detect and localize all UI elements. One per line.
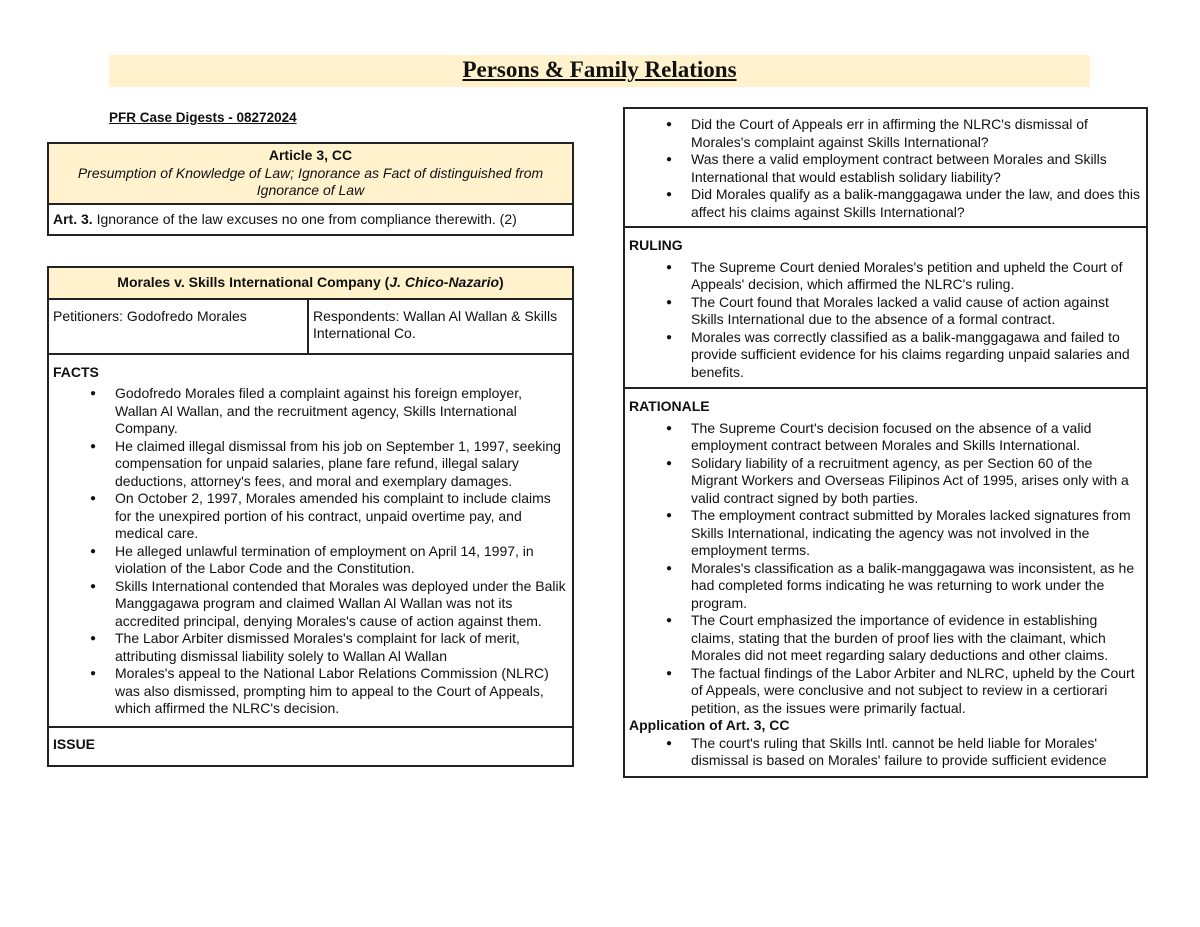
respondents: Respondents: Wallan Al Wallan & Skills International Co. xyxy=(308,299,573,354)
case-header xyxy=(48,267,573,299)
article-topic: Presumption of Knowledge of Law; Ignorance as Fact of distinguished from Ignorance of Law xyxy=(77,164,544,198)
ruling-list xyxy=(629,259,1142,382)
facts-item: ● The Labor Arbiter dismissed Morales's complaint for lack of merit, attributing dismissal liability solely to Wallan Al Wallan xyxy=(115,630,568,665)
facts-label: FACTS xyxy=(53,363,99,380)
subtitle: PFR Case Digests - 08272024 xyxy=(109,110,297,125)
application-list xyxy=(629,735,1142,770)
case-table-right xyxy=(623,107,1148,778)
ruling-item: ● The Court found that Morales lacked a valid cause of action against Skills International due to the absence of a formal contract. xyxy=(691,294,1142,329)
facts-item: ● On October 2, 1997, Morales amended his complaint to include claims for the unexpired portion of his contract, unpaid overtime pay, and medical care. xyxy=(115,490,568,543)
issues-item: ● Was there a valid employment contract between Morales and Skills International that would establish solidary liability? xyxy=(691,151,1142,186)
facts-item: ● Morales's appeal to the National Labor Relations Commission (NLRC) was also dismissed, prompting him to appeal to the Court of Appeals, which affirmed the NLRC's decision. xyxy=(115,665,568,718)
facts-list xyxy=(53,385,568,718)
issues-list xyxy=(629,116,1142,221)
rationale-item: ● The factual findings of the Labor Arbiter and NLRC, upheld by the Court of Appeals, were conclusive and not subject to review in a certiorari petition, as the issues were primarily factual. xyxy=(691,665,1142,718)
case-justice: J. Chico-Nazario xyxy=(389,274,500,290)
rationale-item: ● Morales's classification as a balik-manggagawa was inconsistent, as he had completed forms indicating he was returning to work under the program. xyxy=(691,560,1142,613)
application-item: ● The court's ruling that Skills Intl. cannot be held liable for Morales' dismissal is based on Morales' failure to provide sufficient evidence xyxy=(691,735,1142,770)
facts-item: ● Skills International contended that Morales was deployed under the Balik Manggagawa program and claimed Wallan Al Wallan was not its accredited principal, denying Morales's cause of action against them. xyxy=(115,578,568,631)
rationale-item: ● The Court emphasized the importance of evidence in establishing claims, stating that the burden of proof lies with the claimant, which Morales did not meet regarding salary deductions and other claims. xyxy=(691,612,1142,665)
petitioners: Petitioners: Godofredo Morales xyxy=(48,299,308,354)
issues-item: ● Did Morales qualify as a balik-manggagawa under the law, and does this affect his claims against Skills International? xyxy=(691,186,1142,221)
rationale-item: ● The Supreme Court's decision focused on the absence of a valid employment contract between Morales and Skills International. xyxy=(691,420,1142,455)
article-table xyxy=(47,142,574,236)
rationale-label: RATIONALE xyxy=(629,398,710,414)
article-text: Ignorance of the law excuses no one from compliance therewith. (2) xyxy=(96,210,517,227)
facts-item: ● Godofredo Morales filed a complaint against his foreign employer, Wallan Al Wallan, and the recruitment agency, Skills International Company. xyxy=(115,385,568,438)
article-heading: Article 3, CC xyxy=(268,147,353,163)
issues-item: ● Did the Court of Appeals err in affirming the NLRC's dismissal of Morales's complaint against Skills International? xyxy=(691,116,1142,151)
document-title: Persons & Family Relations xyxy=(462,57,737,82)
application-label: Application of Art. 3, CC xyxy=(629,717,790,733)
ruling-item: ● Morales was correctly classified as a balik-manggagawa and failed to provide sufficient evidence for his claims regarding unpaid salaries and benefits. xyxy=(691,329,1142,382)
case-title: Morales v. Skills International Company ( xyxy=(117,274,390,290)
rationale-item: ● Solidary liability of a recruitment agency, as per Section 60 of the Migrant Workers and Overseas Filipinos Act of 1995, arises only with a valid contract signed by both parties. xyxy=(691,455,1142,508)
rationale-item: ● The employment contract submitted by Morales lacked signatures from Skills International, indicating the agency was not involved in the employment terms. xyxy=(691,507,1142,560)
issue-label: ISSUE xyxy=(53,735,96,752)
case-title-close: ) xyxy=(499,274,504,290)
case-table-left xyxy=(47,266,574,767)
rationale-list xyxy=(629,420,1142,718)
ruling-item: ● The Supreme Court denied Morales's petition and upheld the Court of Appeals' decision, which affirmed the NLRC's ruling. xyxy=(691,259,1142,294)
article-label: Art. 3. xyxy=(53,210,93,227)
facts-item: ● He alleged unlawful termination of employment on April 14, 1997, in violation of the Labor Code and the Constitution. xyxy=(115,543,568,578)
ruling-label: RULING xyxy=(629,237,683,253)
document-title-bar xyxy=(109,55,1090,87)
facts-item: ● He claimed illegal dismissal from his job on September 1, 1997, seeking compensation for unpaid salaries, plane fare refund, illegal salary deductions, attorney's fees, and moral and exemplary damages. xyxy=(115,438,568,491)
article-header xyxy=(48,143,573,204)
